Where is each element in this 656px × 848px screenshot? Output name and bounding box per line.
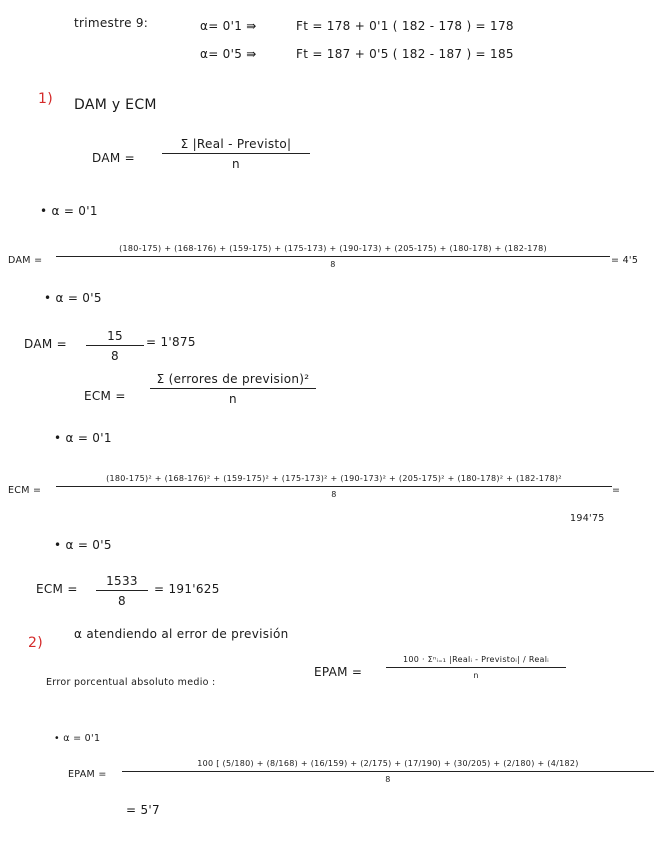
ecm-alpha-05-denominator: 8 [118, 594, 126, 608]
epam-alpha-01-result: = 5'7 [126, 803, 160, 817]
ecm-alpha-01-lhs: ECM = [8, 485, 42, 496]
ecm-alpha-05-result: = 191'625 [154, 582, 220, 596]
dam-def-numerator: Σ |Real - Previsto| [162, 138, 310, 154]
ecm-def-lhs: ECM = [84, 389, 126, 403]
ecm-alpha-05-numerator: 1533 [96, 575, 148, 591]
ecm-alpha-01-numerator: (180-175)² + (168-176)² + (159-175)² + (175-173)² + (190-173)² + (205-175)² + (180-178)² + (182-178)² [56, 475, 612, 487]
quarter-label: trimestre 9: [74, 16, 149, 30]
dam-alpha-05-numerator: 15 [86, 330, 144, 346]
dam-alpha-05-fraction [86, 330, 144, 362]
ecm-alpha-05-fraction [96, 575, 148, 607]
epam-alpha-01-bullet: • α = 0'1 [54, 733, 101, 744]
dam-alpha-01-denominator: 8 [330, 260, 336, 269]
intro-formula-2: Ft = 187 + 0'5 ( 182 - 187 ) = 185 [296, 47, 514, 61]
section-2-number: 2) [28, 635, 43, 651]
dam-alpha-01-lhs: DAM = [8, 255, 43, 266]
section-2-title: α atendiendo al error de previsión [74, 627, 289, 641]
dam-alpha-05-lhs: DAM = [24, 337, 67, 351]
intro-formula-1: Ft = 178 + 0'1 ( 182 - 178 ) = 178 [296, 19, 514, 33]
ecm-def-numerator: Σ (errores de prevision)² [150, 373, 316, 389]
dam-def-fraction [162, 138, 310, 170]
ecm-alpha-01-fraction [56, 475, 612, 499]
dam-alpha-01-numerator: (180-175) + (168-176) + (159-175) + (175-173) + (190-173) + (205-175) + (180-178) + (182-178) [56, 245, 610, 257]
dam-alpha-05-bullet: • α = 0'5 [44, 291, 102, 305]
epam-def-lhs: EPAM = [314, 665, 363, 679]
epam-alpha-01-numerator: 100 [ (5/180) + (8/168) + (16/159) + (2/175) + (17/190) + (30/205) + (2/180) + (4/182) [122, 760, 654, 772]
dam-alpha-01-fraction [56, 245, 610, 269]
section-1-title: DAM y ECM [74, 97, 157, 113]
ecm-alpha-05-lhs: ECM = [36, 582, 78, 596]
ecm-alpha-01-denominator: 8 [331, 490, 337, 499]
ecm-def-denominator: n [229, 392, 237, 406]
ecm-alpha-01-bullet: • α = 0'1 [54, 431, 112, 445]
section-1-number: 1) [38, 91, 53, 107]
ecm-alpha-01-trailing-equals: = [612, 485, 621, 496]
dam-alpha-05-result: = 1'875 [146, 335, 196, 349]
ecm-def-fraction [150, 373, 316, 405]
epam-alpha-01-denominator: 8 [385, 775, 391, 784]
dam-alpha-01-result: = 4'5 [611, 255, 639, 266]
epam-def-fraction [386, 656, 566, 680]
epam-def-numerator: 100 · Σⁿᵢ₌₁ |Realᵢ - Previstoᵢ| / Realᵢ [386, 656, 566, 668]
ecm-alpha-01-result: 194'75 [570, 513, 605, 524]
intro-alpha-2: α= 0'5 ⇛ [200, 47, 257, 61]
intro-alpha-1: α= 0'1 ⇛ [200, 19, 257, 33]
epam-def-denominator: n [473, 671, 479, 680]
epam-label: Error porcentual absoluto medio : [46, 677, 216, 688]
dam-alpha-01-bullet: • α = 0'1 [40, 204, 98, 218]
dam-def-denominator: n [232, 157, 240, 171]
dam-alpha-05-denominator: 8 [111, 349, 119, 363]
dam-def-lhs: DAM = [92, 151, 135, 165]
ecm-alpha-05-bullet: • α = 0'5 [54, 538, 112, 552]
epam-alpha-01-lhs: EPAM = [68, 769, 107, 780]
epam-alpha-01-fraction [122, 760, 654, 784]
